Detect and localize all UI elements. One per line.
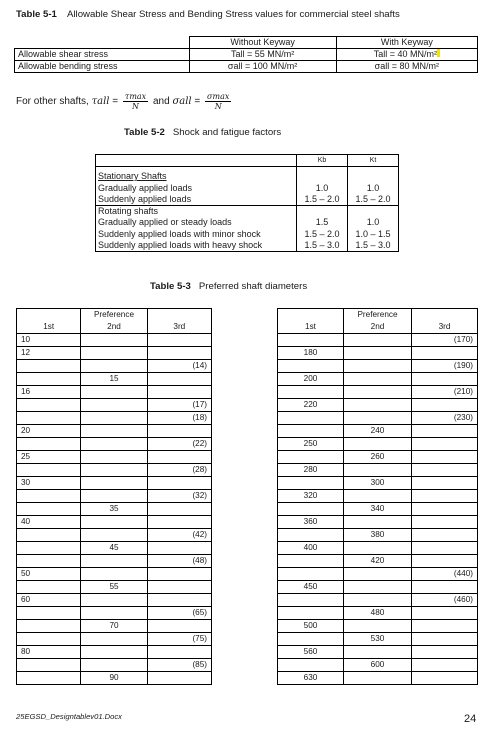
diameter-cell: 50 <box>17 568 81 581</box>
diameter-cell <box>278 334 344 347</box>
diameter-cell <box>81 529 147 542</box>
diameter-cell: (17) <box>147 399 211 412</box>
diameter-cell <box>81 607 147 620</box>
diameter-cell: 12 <box>17 347 81 360</box>
diameter-cell <box>278 412 344 425</box>
diameter-cell: 40 <box>17 516 81 529</box>
table-row <box>17 672 212 685</box>
table-5-3-number: Table 5-3 <box>150 281 191 292</box>
preference-label: Preference <box>344 309 412 322</box>
diameter-cell <box>81 399 147 412</box>
shear-with-value: Tall = 40 MN/m² <box>336 49 477 61</box>
diameter-cell: 35 <box>81 503 147 516</box>
diameter-cell <box>278 477 344 490</box>
diameter-cell <box>17 607 81 620</box>
diameter-cell <box>412 477 478 490</box>
diameter-cell <box>81 464 147 477</box>
diameter-cell <box>344 516 412 529</box>
tau-all: τall <box>91 96 110 108</box>
footer-filename: 25EGSD_Designtablev01.Docx <box>16 712 122 721</box>
diameter-cell <box>17 503 81 516</box>
diameter-cell: 380 <box>344 529 412 542</box>
table-row <box>278 386 478 399</box>
diameter-cell <box>81 633 147 646</box>
kt-value: 1.0 – 1.5 <box>355 228 391 239</box>
diameter-cell <box>147 672 211 685</box>
diameter-cell: 560 <box>278 646 344 659</box>
diameter-cell: 10 <box>17 334 81 347</box>
kb-value: 1.0 <box>315 182 329 193</box>
diameter-cell <box>412 620 478 633</box>
diameter-cell <box>412 373 478 386</box>
diameter-cell: (32) <box>147 490 211 503</box>
kt-value: 1.5 – 2.0 <box>355 193 391 204</box>
diameter-cell <box>17 464 81 477</box>
diameter-cell: (22) <box>147 438 211 451</box>
table-row <box>278 542 478 555</box>
table-5-3-right <box>277 308 478 685</box>
diameter-cell: 60 <box>17 594 81 607</box>
diameter-cell <box>344 672 412 685</box>
diameter-cell <box>412 529 478 542</box>
formula-lead: For other shafts, <box>16 96 89 108</box>
diameter-cell <box>278 360 344 373</box>
diameter-cell <box>17 373 81 386</box>
diameter-cell <box>147 620 211 633</box>
diameter-cell: 500 <box>278 620 344 633</box>
diameter-cell: 25 <box>17 451 81 464</box>
diameter-cell: 15 <box>81 373 147 386</box>
table-row <box>17 373 212 386</box>
header-kt: Kt <box>348 155 399 167</box>
table-row <box>17 516 212 529</box>
diameter-cell <box>147 516 211 529</box>
diameter-cell <box>412 464 478 477</box>
table-row <box>278 451 478 464</box>
diameter-cell: 200 <box>278 373 344 386</box>
row-label: Suddenly applied loads with heavy shock <box>98 240 263 251</box>
col-1st: 1st <box>278 321 344 334</box>
diameter-cell <box>81 347 147 360</box>
table-row <box>17 451 212 464</box>
diameter-cell <box>344 412 412 425</box>
diameter-cell <box>81 477 147 490</box>
table-5-2-caption: Shock and fatigue factors <box>172 127 282 138</box>
diameter-cell <box>81 412 147 425</box>
diameter-cell <box>147 451 211 464</box>
table-row <box>278 659 478 672</box>
diameter-cell: (440) <box>412 568 478 581</box>
formula-line: For other shafts, τall = $\frac{\tau\max}{N}$ and σall = $\frac{\sigma\max}{N}$ <box>16 92 230 111</box>
diameter-cell <box>344 542 412 555</box>
table-row <box>17 581 212 594</box>
diameter-cell <box>17 672 81 685</box>
table-row <box>17 503 212 516</box>
row-label: Gradually applied loads <box>98 182 193 193</box>
diameter-cell <box>344 360 412 373</box>
bending-with-value: σall = 80 MN/m² <box>336 61 477 73</box>
diameter-cell: 300 <box>344 477 412 490</box>
table-5-3-title <box>150 281 307 292</box>
diameter-cell: (460) <box>412 594 478 607</box>
diameter-cell <box>344 334 412 347</box>
diameter-cell: (28) <box>147 464 211 477</box>
diameter-cell <box>344 646 412 659</box>
diameter-cell <box>17 399 81 412</box>
diameter-cell: 80 <box>17 646 81 659</box>
table-row <box>278 555 478 568</box>
diameter-cell: 420 <box>344 555 412 568</box>
diameter-cell: 16 <box>17 386 81 399</box>
table-row <box>278 373 478 386</box>
table-row <box>17 412 212 425</box>
diameter-cell: 90 <box>81 672 147 685</box>
diameter-cell: 280 <box>278 464 344 477</box>
diameter-cell <box>278 503 344 516</box>
table-5-2-number: Table 5-2 <box>124 127 165 138</box>
diameter-cell <box>17 633 81 646</box>
kt-value: 1.0 <box>366 217 380 228</box>
diameter-cell <box>412 516 478 529</box>
table-5-1 <box>14 36 478 73</box>
diameter-cell <box>278 529 344 542</box>
col-1st: 1st <box>17 321 81 334</box>
diameter-cell: 180 <box>278 347 344 360</box>
diameter-cell <box>147 373 211 386</box>
table-row <box>278 568 478 581</box>
diameter-cell <box>412 425 478 438</box>
table-row <box>278 672 478 685</box>
page-number: 24 <box>464 713 477 725</box>
table-row <box>17 386 212 399</box>
diameter-cell <box>344 568 412 581</box>
diameter-cell <box>81 386 147 399</box>
diameter-cell: (42) <box>147 529 211 542</box>
diameter-cell <box>17 620 81 633</box>
diameter-cell <box>278 451 344 464</box>
diameter-cell <box>412 438 478 451</box>
diameter-cell: (170) <box>412 334 478 347</box>
table-row <box>17 477 212 490</box>
table-row <box>17 360 212 373</box>
table-5-2 <box>95 154 399 252</box>
col-3rd: 3rd <box>412 321 478 334</box>
diameter-cell <box>412 646 478 659</box>
diameter-cell <box>278 568 344 581</box>
diameter-cell <box>81 334 147 347</box>
col-2nd: 2nd <box>81 321 147 334</box>
kb-value: 1.5 – 3.0 <box>304 240 340 251</box>
diameter-cell <box>344 581 412 594</box>
kb-value: 1.5 – 2.0 <box>304 228 340 239</box>
diameter-cell <box>147 581 211 594</box>
diameter-cell: 30 <box>17 477 81 490</box>
table-row <box>278 503 478 516</box>
highlight-mark <box>437 49 440 57</box>
diameter-cell <box>147 542 211 555</box>
table-5-1-number: Table 5-1 <box>16 9 57 20</box>
diameter-cell <box>147 594 211 607</box>
diameter-cell <box>278 386 344 399</box>
table-row <box>278 620 478 633</box>
table-5-1-title <box>16 9 400 20</box>
table-row <box>17 542 212 555</box>
table-row <box>17 646 212 659</box>
diameter-cell <box>344 594 412 607</box>
group-title-stationary: Stationary Shafts <box>98 171 167 182</box>
diameter-cell <box>17 438 81 451</box>
table-5-2-title <box>124 127 281 138</box>
table-row <box>278 490 478 503</box>
table-row <box>278 477 478 490</box>
diameter-cell <box>412 347 478 360</box>
diameter-cell: 480 <box>344 607 412 620</box>
diameter-cell: 240 <box>344 425 412 438</box>
diameter-cell: 340 <box>344 503 412 516</box>
diameter-cell <box>81 360 147 373</box>
diameter-cell: (48) <box>147 555 211 568</box>
table-row <box>17 425 212 438</box>
table-row <box>278 334 478 347</box>
diameter-cell <box>147 568 211 581</box>
diameter-cell: 220 <box>278 399 344 412</box>
header-without-keyway: Without Keyway <box>189 37 336 49</box>
diameter-cell <box>412 633 478 646</box>
table-row <box>17 620 212 633</box>
diameter-cell <box>412 451 478 464</box>
shear-without-value: Tall = 55 MN/m² <box>189 49 336 61</box>
header-kb: Kb <box>297 155 348 167</box>
row-label: Gradually applied or steady loads <box>98 217 232 228</box>
diameter-cell <box>81 555 147 568</box>
diameter-cell <box>412 503 478 516</box>
table-row <box>278 464 478 477</box>
table-row <box>17 399 212 412</box>
table-row <box>278 360 478 373</box>
diameter-cell: 250 <box>278 438 344 451</box>
diameter-cell <box>412 399 478 412</box>
kb-value: 1.5 <box>315 217 329 228</box>
diameter-cell: 55 <box>81 581 147 594</box>
table-5-3-caption: Preferred shaft diameters <box>198 281 308 292</box>
sigma-all: σall <box>172 96 192 108</box>
row-label-shear: Allowable shear stress <box>15 49 190 61</box>
diameter-cell: (14) <box>147 360 211 373</box>
diameter-cell <box>412 581 478 594</box>
diameter-cell <box>278 555 344 568</box>
diameter-cell: (75) <box>147 633 211 646</box>
diameter-cell <box>344 399 412 412</box>
diameter-cell <box>278 594 344 607</box>
header-with-keyway: With Keyway <box>336 37 477 49</box>
table-row <box>17 464 212 477</box>
table-row <box>17 438 212 451</box>
diameter-cell <box>344 373 412 386</box>
table-row <box>278 594 478 607</box>
diameter-cell <box>344 620 412 633</box>
diameter-cell: 600 <box>344 659 412 672</box>
diameter-cell <box>278 633 344 646</box>
diameter-cell <box>412 607 478 620</box>
table-row <box>278 516 478 529</box>
diameter-cell <box>278 425 344 438</box>
diameter-cell <box>412 672 478 685</box>
table-row <box>17 594 212 607</box>
table-row <box>278 412 478 425</box>
table-row <box>17 334 212 347</box>
diameter-cell <box>81 659 147 672</box>
diameter-cell <box>344 438 412 451</box>
kt-value: 1.0 <box>366 182 380 193</box>
diameter-cell <box>147 425 211 438</box>
diameter-cell: 360 <box>278 516 344 529</box>
diameter-cell <box>81 646 147 659</box>
table-row <box>278 438 478 451</box>
table-row <box>278 633 478 646</box>
diameter-cell <box>278 607 344 620</box>
diameter-cell <box>344 386 412 399</box>
table-row <box>278 347 478 360</box>
diameter-cell <box>17 490 81 503</box>
diameter-cell <box>81 438 147 451</box>
diameter-cell: (210) <box>412 386 478 399</box>
diameter-cell <box>147 334 211 347</box>
diameter-cell <box>17 542 81 555</box>
diameter-cell: 70 <box>81 620 147 633</box>
preference-label: Preference <box>81 309 147 322</box>
table-row <box>17 633 212 646</box>
table-row <box>17 490 212 503</box>
diameter-cell <box>17 581 81 594</box>
diameter-cell <box>81 425 147 438</box>
table-row <box>278 529 478 542</box>
tau-fraction: $\frac{\tau\max}{N}$ <box>124 92 147 111</box>
diameter-cell <box>147 503 211 516</box>
diameter-cell <box>344 490 412 503</box>
diameter-cell: 20 <box>17 425 81 438</box>
diameter-cell <box>17 659 81 672</box>
diameter-cell <box>17 529 81 542</box>
diameter-cell: (190) <box>412 360 478 373</box>
group-title-rotating: Rotating shafts <box>98 206 159 217</box>
diameter-cell: 630 <box>278 672 344 685</box>
table-5-3-left <box>16 308 212 685</box>
diameter-cell <box>147 386 211 399</box>
table-row <box>17 347 212 360</box>
table-row <box>17 555 212 568</box>
diameter-cell: 45 <box>81 542 147 555</box>
table-row <box>17 568 212 581</box>
diameter-cell <box>17 555 81 568</box>
diameter-cell: (18) <box>147 412 211 425</box>
diameter-cell: 530 <box>344 633 412 646</box>
col-2nd: 2nd <box>344 321 412 334</box>
row-label-bending: Allowable bending stress <box>15 61 190 73</box>
diameter-cell <box>81 594 147 607</box>
diameter-cell <box>81 516 147 529</box>
kb-value: 1.5 – 2.0 <box>304 193 340 204</box>
diameter-cell <box>147 477 211 490</box>
diameter-cell: 260 <box>344 451 412 464</box>
table-row <box>17 607 212 620</box>
bending-without-value: σall = 100 MN/m² <box>189 61 336 73</box>
table-row <box>278 399 478 412</box>
table-row <box>278 646 478 659</box>
diameter-cell <box>344 464 412 477</box>
diameter-cell <box>17 412 81 425</box>
row-label: Suddenly applied loads <box>98 193 192 204</box>
diameter-cell <box>147 347 211 360</box>
diameter-cell <box>81 490 147 503</box>
sigma-fraction: $\frac{\sigma\max}{N}$ <box>207 92 230 111</box>
diameter-cell: 450 <box>278 581 344 594</box>
row-label: Suddenly applied loads with minor shock <box>98 228 261 239</box>
diameter-cell <box>278 659 344 672</box>
table-5-1-caption: Allowable Shear Stress and Bending Stress values for commercial steel shafts <box>67 9 400 20</box>
diameter-cell: (85) <box>147 659 211 672</box>
table-row <box>17 659 212 672</box>
diameter-cell: 400 <box>278 542 344 555</box>
col-3rd: 3rd <box>147 321 211 334</box>
diameter-cell: 320 <box>278 490 344 503</box>
kt-value: 1.5 – 3.0 <box>355 240 391 251</box>
table-row <box>278 581 478 594</box>
diameter-cell <box>344 347 412 360</box>
diameter-cell <box>81 568 147 581</box>
diameter-cell <box>147 646 211 659</box>
diameter-cell <box>412 490 478 503</box>
table-row <box>278 607 478 620</box>
diameter-cell <box>81 451 147 464</box>
table-row <box>278 425 478 438</box>
diameter-cell <box>412 659 478 672</box>
diameter-cell: (230) <box>412 412 478 425</box>
diameter-cell: (65) <box>147 607 211 620</box>
table-row <box>17 529 212 542</box>
diameter-cell <box>17 360 81 373</box>
diameter-cell <box>412 542 478 555</box>
diameter-cell <box>412 555 478 568</box>
